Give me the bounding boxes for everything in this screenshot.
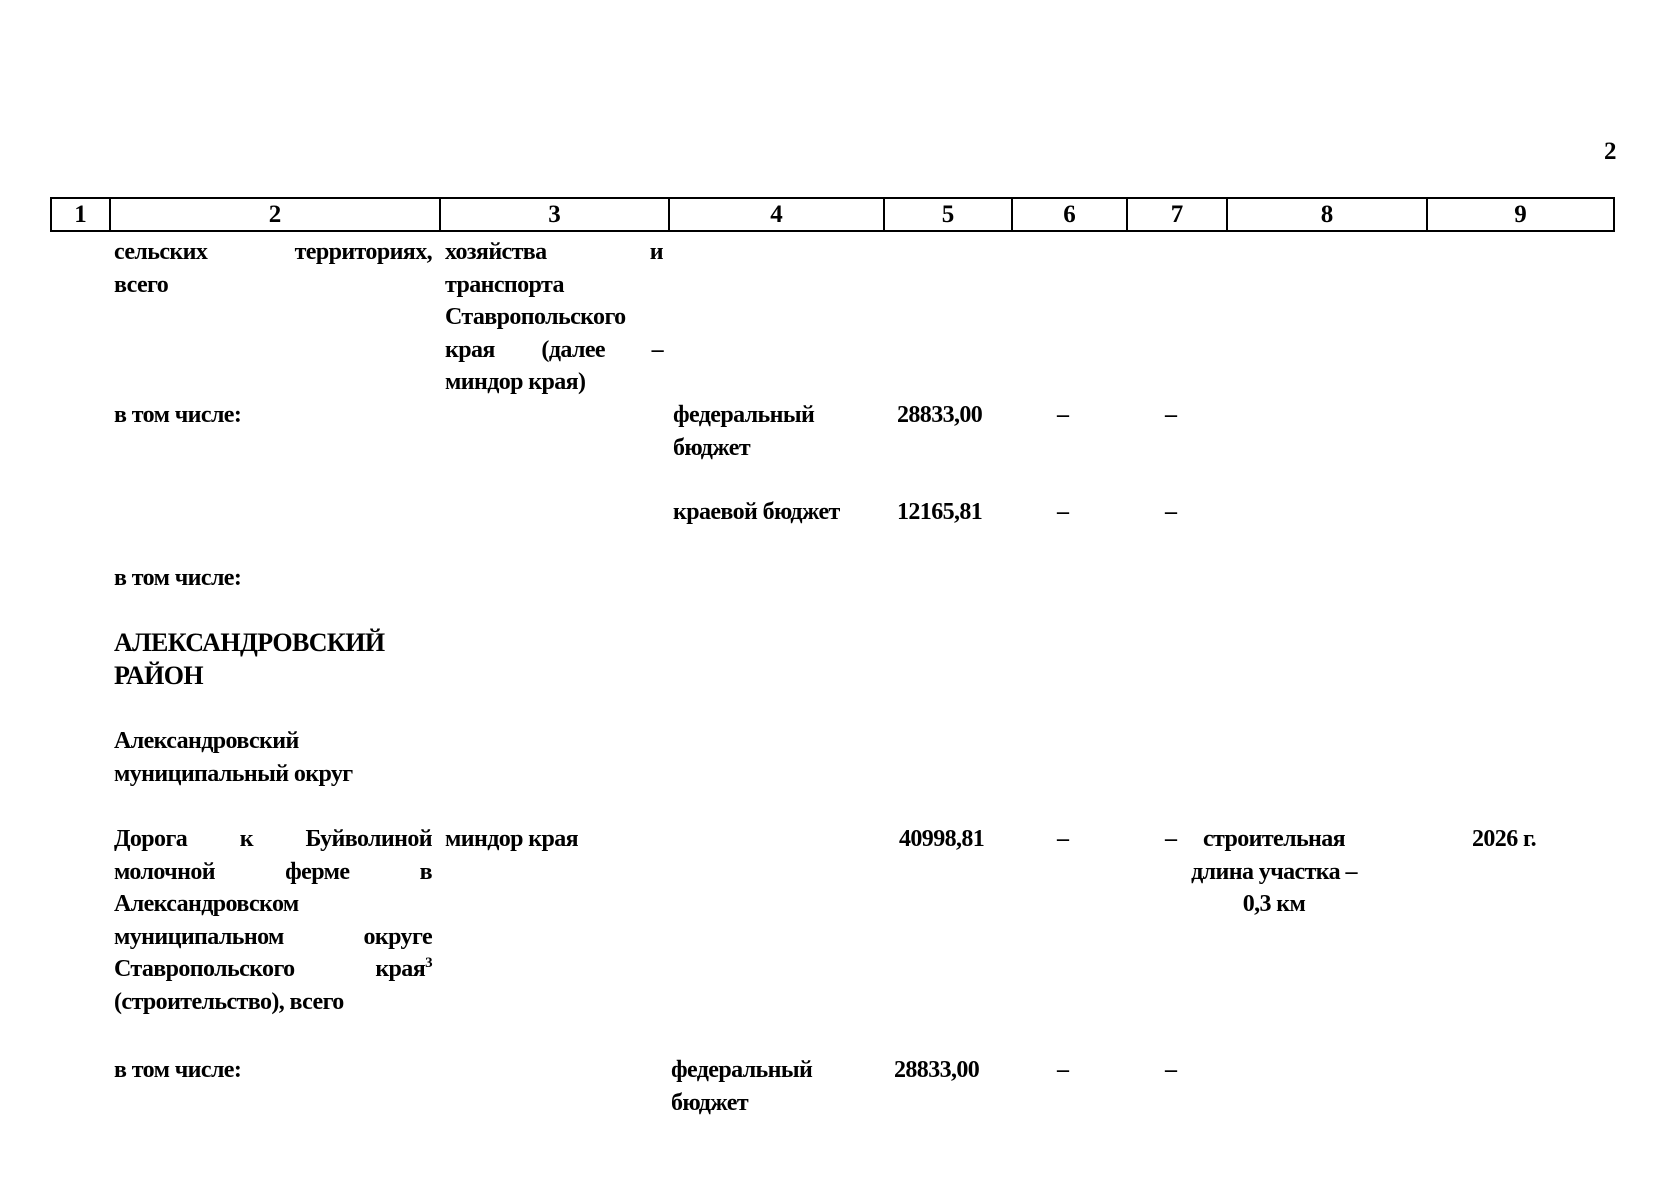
row3-col6: – — [1057, 499, 1069, 525]
row8-name: в том числе: — [114, 1057, 242, 1083]
row8-col7: – — [1165, 1057, 1177, 1083]
row7-amount: 40998,81 — [899, 826, 985, 852]
header-col-7: 7 — [1126, 199, 1226, 230]
municipal-district: Александровский муниципальный округ — [114, 728, 353, 787]
row7-col7: – — [1165, 826, 1177, 852]
row2-source: федеральный бюджет — [673, 402, 815, 461]
row3-col7: – — [1165, 499, 1177, 525]
page-number: 2 — [1604, 138, 1617, 165]
row7-name: Дорога к Буйволиной молочной ферме в Александровском муниципальном округе Ставропольского края$^3$ (строительство), всего — [114, 826, 433, 1015]
header-col-4: 4 — [668, 199, 883, 230]
header-col-2: 2 — [109, 199, 439, 230]
row2-amount: 28833,00 — [897, 402, 983, 428]
row2-col6: – — [1057, 402, 1069, 428]
row7-result: строительная длина участка – 0,3 км — [1191, 826, 1357, 917]
row3-amount: 12165,81 — [897, 499, 983, 525]
row3-source: краевой бюджет — [673, 499, 840, 525]
row8-source: федеральный бюджет — [671, 1057, 813, 1116]
table-header-row — [50, 197, 1615, 232]
row2-name: в том числе: — [114, 402, 242, 428]
row2-col7: – — [1165, 402, 1177, 428]
header-col-9: 9 — [1426, 199, 1613, 230]
row4-name: в том числе: — [114, 565, 242, 591]
row1-name: сельских территориях, всего — [114, 239, 432, 298]
header-col-5: 5 — [883, 199, 1011, 230]
header-col-6: 6 — [1011, 199, 1126, 230]
district-heading: АЛЕКСАНДРОВСКИЙ РАЙОН — [114, 628, 385, 690]
header-col-8: 8 — [1226, 199, 1426, 230]
header-col-1: 1 — [74, 201, 87, 228]
row8-amount: 28833,00 — [894, 1057, 980, 1083]
row7-col6: – — [1057, 826, 1069, 852]
header-col-3: 3 — [439, 199, 668, 230]
row7-year: 2026 г. — [1472, 826, 1536, 852]
row1-executor: хозяйства и транспорта Ставропольского края (далее – миндор края) — [445, 239, 663, 395]
row8-col6: – — [1057, 1057, 1069, 1083]
row7-executor: миндор края — [445, 826, 579, 852]
